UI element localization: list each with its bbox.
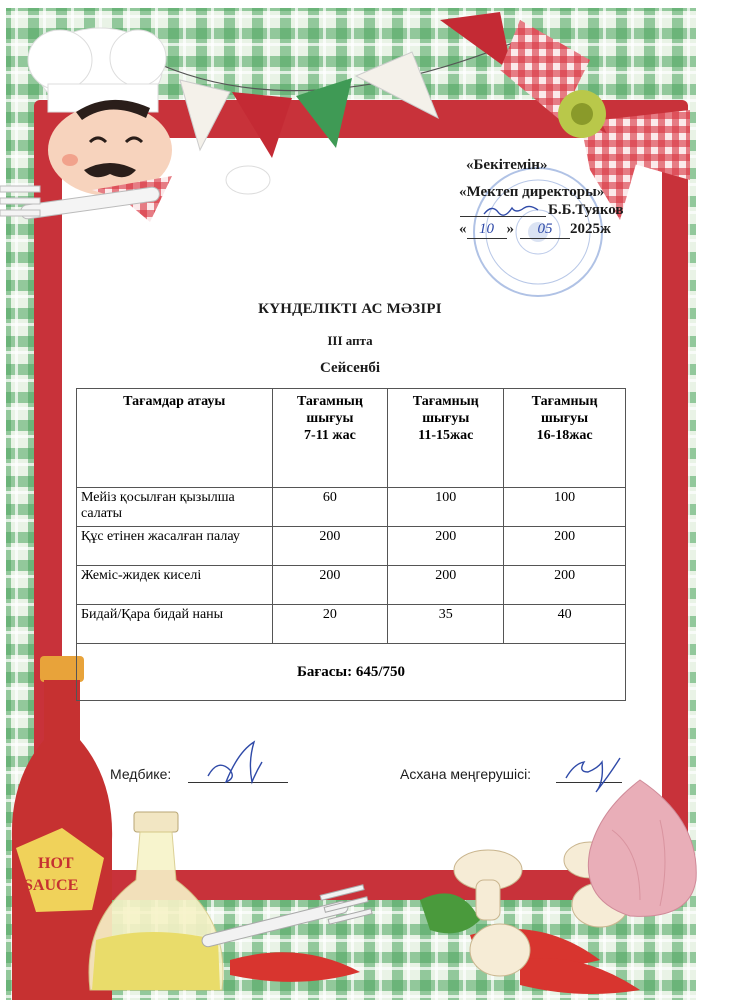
portion-16-18: 100	[504, 488, 626, 527]
col-header-line: 7-11 жас	[304, 428, 356, 443]
portion-11-15: 100	[388, 488, 504, 527]
col-header-line: 16-18жас	[536, 428, 593, 443]
dish-name: Мейіз қосылған қызылша салаты	[77, 488, 273, 527]
portion-16-18: 200	[504, 566, 626, 605]
day-label: Сейсенбі	[319, 360, 381, 376]
dish-name: Құс етінен жасалған палау	[77, 527, 273, 566]
col-header-line: шығуы	[541, 411, 589, 426]
portion-16-18: 40	[504, 605, 626, 644]
col-header-line: Тағамның	[296, 394, 363, 409]
col-header-line: шығуы	[306, 411, 354, 426]
portion-16-18: 200	[504, 527, 626, 566]
date-month: 05	[520, 221, 570, 239]
director-name: Б.Б.Туяков	[548, 202, 624, 218]
page-title: КҮНДЕЛІКТІ АС МӘЗІРІ	[258, 301, 442, 317]
hot-sauce-label-top: HOT	[38, 855, 74, 872]
hot-sauce-label-bottom: SAUCE	[24, 877, 79, 894]
portion-7-11: 60	[272, 488, 388, 527]
portion-7-11: 200	[272, 527, 388, 566]
date-year: 2025ж	[570, 221, 611, 237]
price-total: Бағасы: 645/750	[77, 644, 626, 701]
dish-name: Жеміс-жидек киселі	[77, 566, 273, 605]
portion-7-11: 20	[272, 605, 388, 644]
col-header-line: шығуы	[422, 411, 470, 426]
portion-11-15: 200	[388, 566, 504, 605]
portion-11-15: 200	[388, 527, 504, 566]
col-header-dish-text: Тағамдар атауы	[123, 394, 226, 409]
dish-name: Бидай/Қара бидай наны	[77, 605, 273, 644]
col-header-line: 11-15жас	[418, 428, 474, 443]
approval-line-2: «Мектеп директоры»	[459, 184, 605, 200]
portion-11-15: 35	[388, 605, 504, 644]
col-header-line: Тағамның	[412, 394, 479, 409]
week-label: ІІІ апта	[327, 333, 373, 348]
date-mid-quote: »	[506, 221, 514, 237]
date-day: 10	[467, 221, 507, 239]
col-header-line: Тағамның	[531, 394, 598, 409]
date-open-quote: «	[459, 221, 467, 237]
nurse-label: Медбике:	[110, 766, 172, 782]
kitchen-head-label: Асхана меңгерушісі:	[400, 766, 532, 782]
portion-7-11: 200	[272, 566, 388, 605]
approval-line-1: «Бекітемін»	[466, 157, 548, 173]
